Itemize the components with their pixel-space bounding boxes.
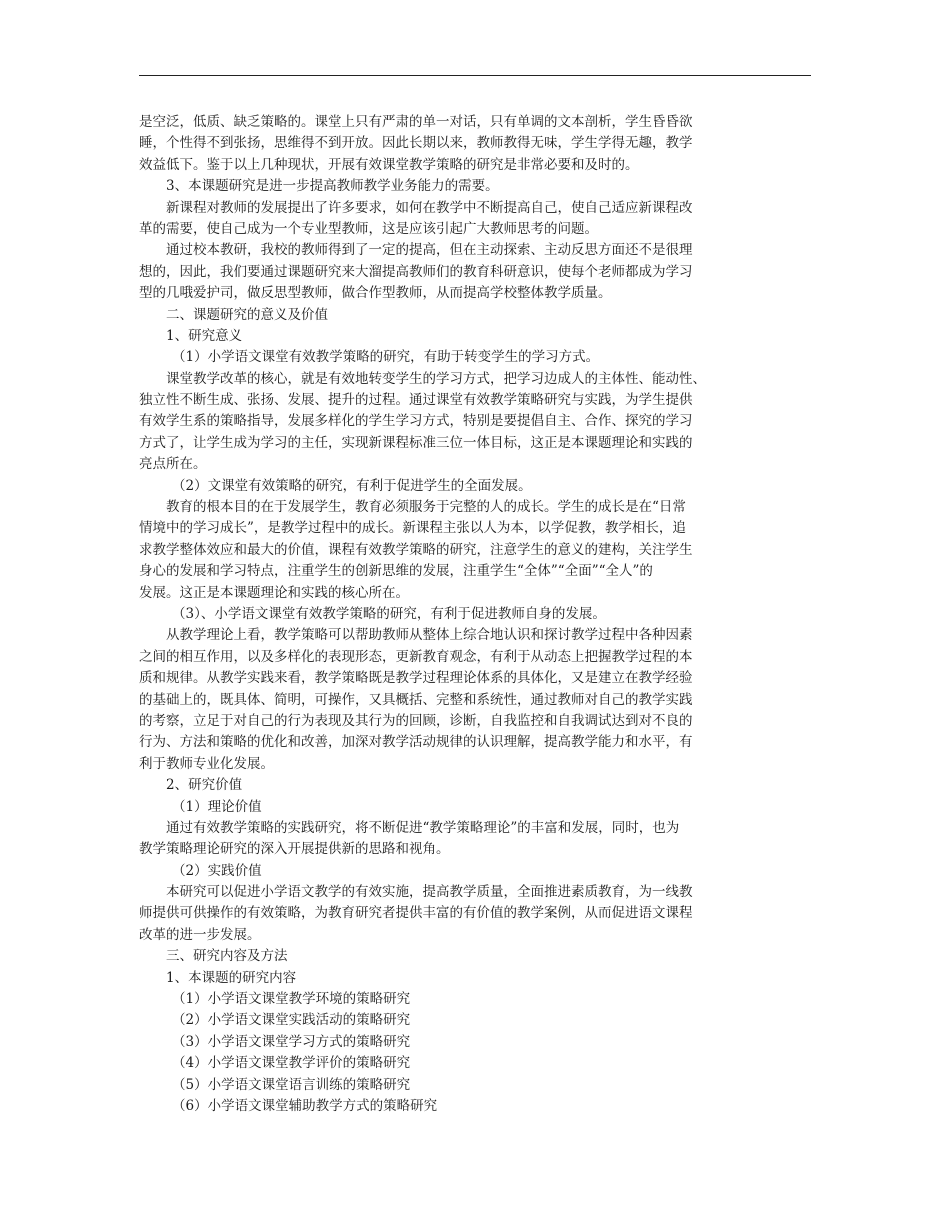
text-line: 从教学理论上看，教学策略可以帮助教师从整体上综合地认识和探讨教学过程中各种因素 — [166, 627, 693, 644]
text-line: 之间的相互作用，以及多样化的表现形态，更新教育观念，有利于从动态上把握教学过程的本 — [139, 648, 693, 665]
text-line: 独立性不断生成、张扬、发展、提升的过程。通过课堂有效教学策略研究与实践，为学生提供 — [139, 392, 693, 409]
text-line: 1、本课题的研究内容 — [166, 969, 297, 986]
text-line: 课堂教学改革的核心，就是有效地转变学生的学习方式，把学习边成人的主体性、能动性、 — [166, 370, 706, 387]
text-line: 利于教师专业化发展。 — [139, 755, 274, 772]
text-line: 通过校本教研，我校的教师得到了一定的提高，但在主动探索、主动反思方面还不是很理 — [166, 242, 693, 259]
text-line: 效益低下。鉴于以上几种现状，开展有效课堂教学策略的研究是非常必要和及时的。 — [139, 156, 639, 173]
text-line: 新课程对教师的发展提出了许多要求，如何在教学中不断提高自己，使自己适应新课程改 — [166, 199, 693, 216]
text-line: 身心的发展和学习特点，注重学生的创新思维的发展，注重学生“全体”“全面”“全人”的 — [139, 563, 653, 580]
text-line: 行为、方法和策略的优化和改善，加深对教学活动规律的认识理解，提高教学能力和水平，有 — [139, 734, 693, 751]
text-line: 睡，个性得不到张扬，思维得不到开放。因此长期以来，教师教得无味，学生学得无趣，教学 — [139, 135, 693, 152]
text-line: 是空泛，低质、缺乏策略的。课堂上只有严肃的单一对话，只有单调的文本剖析，学生昏昏欲 — [139, 114, 693, 130]
document-body — [139, 112, 751, 1117]
text-line: 本研究可以促进小学语文教学的有效实施，提高教学质量，全面推进素质教育，为一线教 — [166, 884, 693, 901]
text-line: 有效学生系的策略指导，发展多样化的学生学习方式，特别是要提倡自主、合作、探究的学习 — [139, 413, 693, 430]
text-line: （2）文课堂有效策略的研究，有利于促进学生的全面发展。 — [172, 477, 532, 494]
text-line: （2）实践价值 — [172, 862, 262, 879]
text-line: 求教学整体效应和最大的价值，课程有效教学策略的研究，注意学生的意义的建构，关注学生 — [139, 541, 693, 558]
text-line: 想的，因此，我们要通过课题研究来大溜提高教师们的教育科研意识，使每个老师都成为学习 — [139, 263, 693, 280]
text-line: 的基础上的，既具体、简明，可操作，又具概括、完整和系统性，通过教师对自己的教学实践 — [139, 691, 693, 708]
text-line: （2）小学语文课堂实践活动的策略研究 — [172, 1012, 411, 1029]
text-line: （1）理论价值 — [172, 798, 262, 815]
text-line: 质和规律。从教学实践来看，教学策略既是教学过程理论体系的具体化，又是建立在教学经验 — [139, 670, 693, 687]
text-line: （4）小学语文课堂教学评价的策略研究 — [172, 1055, 411, 1072]
text-line: （5）小学语文课堂语言训练的策略研究 — [172, 1076, 411, 1093]
text-line: 1、研究意义 — [166, 327, 243, 344]
text-line: （6）小学语文课堂辅助教学方式的策略研究 — [172, 1097, 438, 1114]
text-line: （3）小学语文课堂学习方式的策略研究 — [172, 1033, 411, 1050]
text-line: 教育的根本目的在于发展学生，教育必须服务于完整的人的成长。学生的成长是在“日常 — [166, 499, 686, 516]
header-rule — [139, 75, 811, 76]
text-line: 方式了，让学生成为学习的主任，实现新课程标准三位一体目标，这正是本课题理论和实践的 — [139, 434, 693, 451]
text-line: 型的几哦爱护司，做反思型教师，做合作型教师，从而提高学校整体教学质量。 — [139, 285, 612, 302]
text-line: 革的需要，使自己成为一个专业型教师，这是应该引起广大教师思考的问题。 — [139, 220, 598, 237]
text-line: 3、本课题研究是进一步提高教师教学业务能力的需要。 — [166, 178, 499, 195]
text-line: 二、课题研究的意义及价值 — [166, 306, 328, 323]
text-line: 教学策略理论研究的深入开展提供新的思路和视角。 — [139, 841, 450, 858]
text-line: （3）、小学语文课堂有效教学策略的研究，有利于促进教师自身的发展。 — [172, 605, 606, 622]
text-line: 通过有效教学策略的实践研究，将不断促进“教学策略理论”的丰富和发展，同时，也为 — [166, 819, 680, 836]
text-line: 师提供可供操作的有效策略，为教育研究者提供丰富的有价值的教学案例，从而促进语文课程 — [139, 905, 693, 922]
text-line: 发展。这正是本课题理论和实践的核心所在。 — [139, 584, 409, 601]
text-line: 情境中的学习成长”，是教学过程中的成长。新课程主张以人为本，以学促教，教学相长，追 — [139, 520, 686, 537]
text-line: 改革的进一步发展。 — [139, 926, 261, 943]
text-line: （1）小学语文课堂有效教学策略的研究，有助于转变学生的学习方式。 — [172, 349, 600, 366]
text-line: 的考察，立足于对自己的行为表现及其行为的回顾，诊断，自我监控和自我调试达到对不良的 — [139, 712, 693, 729]
text-line: 亮点所在。 — [139, 456, 207, 473]
text-line: 三、研究内容及方法 — [166, 948, 288, 965]
text-line: （1）小学语文课堂教学环境的策略研究 — [172, 991, 411, 1008]
text-line: 2、研究价值 — [166, 777, 243, 794]
